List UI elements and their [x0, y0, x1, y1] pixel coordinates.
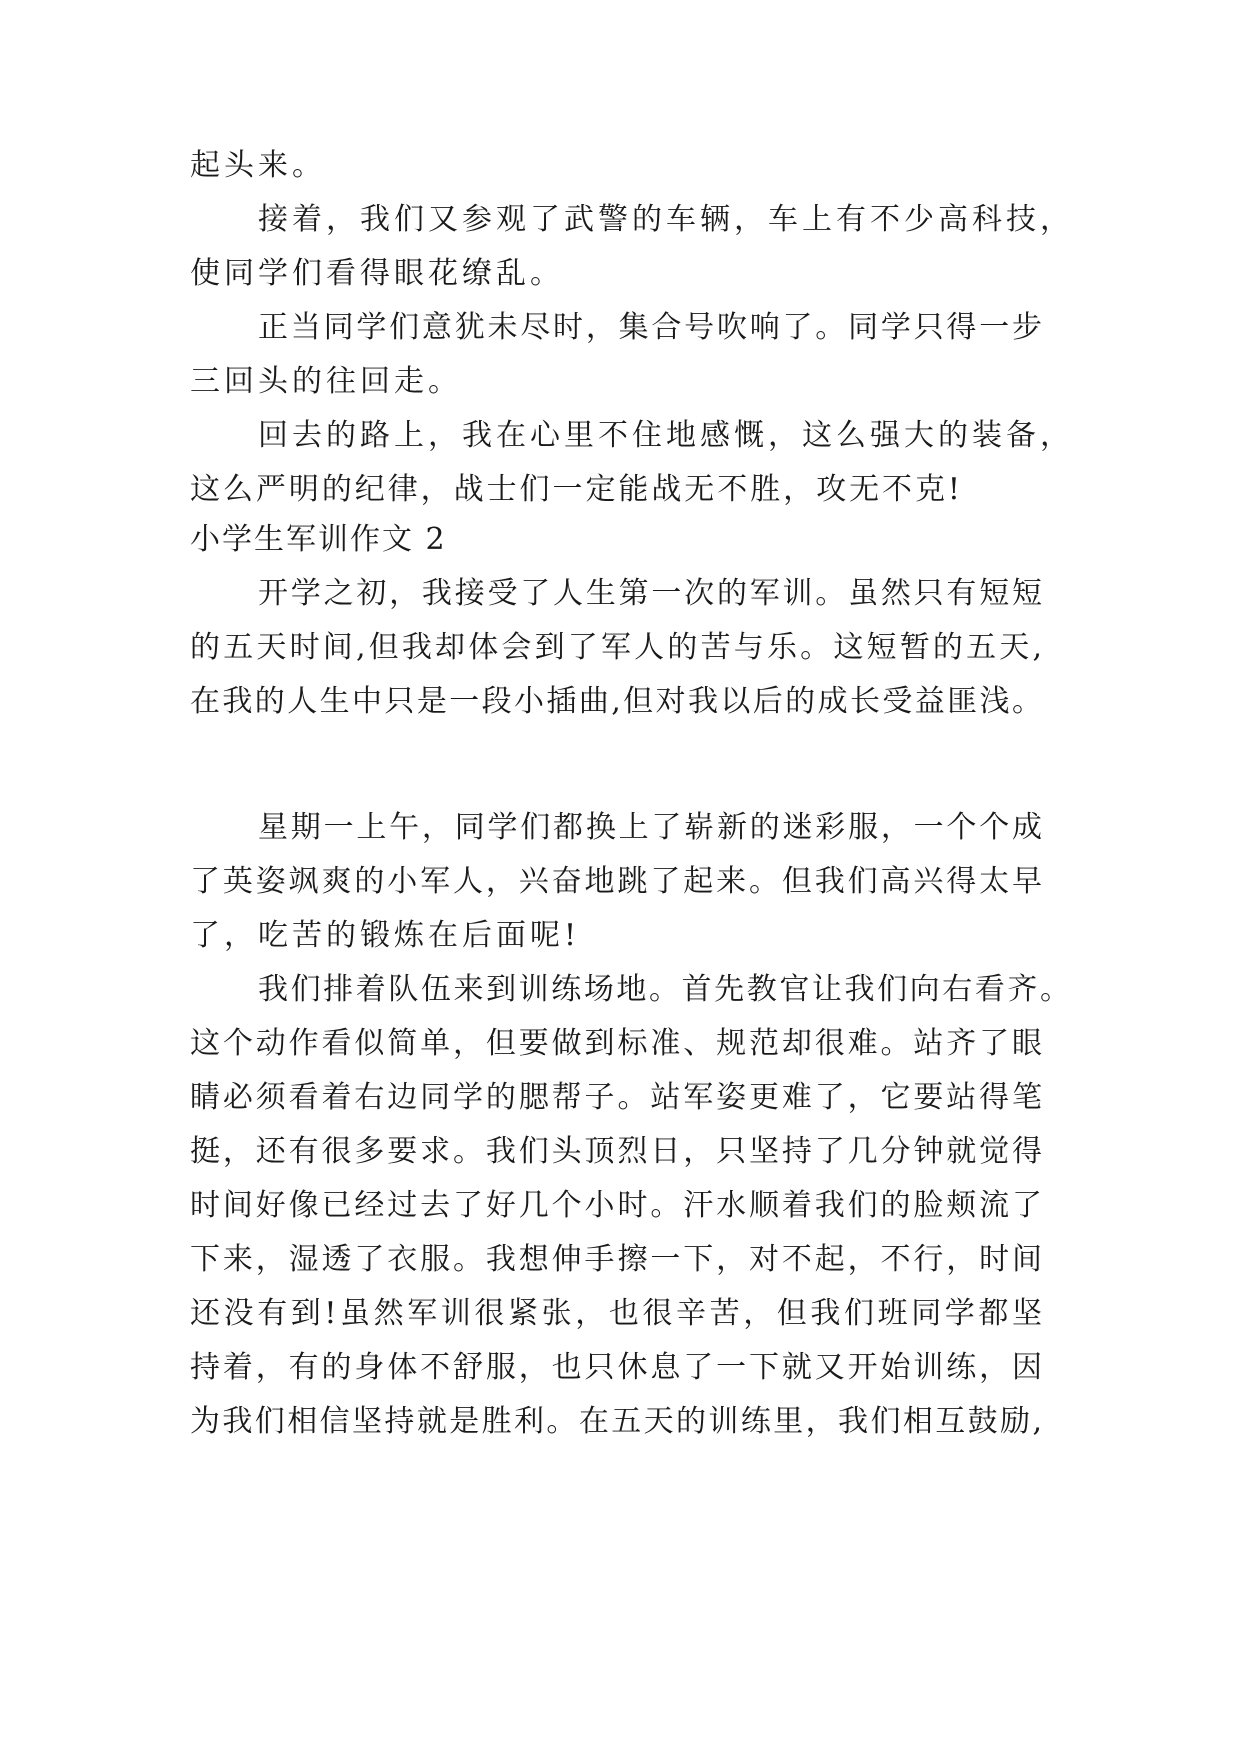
- text-line: 了，吃苦的锻炼在后面呢!: [190, 918, 581, 953]
- text-line: 的五天时间,但我却体会到了军人的苦与乐。这短暂的五天,: [190, 630, 1042, 665]
- paragraph-first-line: 星期一上午，同学们都换上了崭新的迷彩服，一个个成: [258, 810, 1042, 845]
- text-line: 这么严明的纪律，战士们一定能战无不胜，攻无不克!: [190, 472, 960, 507]
- text-line: 这个动作看似简单，但要做到标准、规范却很难。站齐了眼: [190, 1026, 1042, 1061]
- paragraph-first-line: 开学之初，我接受了人生第一次的军训。虽然只有短短: [258, 576, 1042, 611]
- paragraph-first-line: 我们排着队伍来到训练场地。首先教官让我们向右看齐。: [258, 972, 1070, 1007]
- paragraph-first-line: 接着，我们又参观了武警的车辆，车上有不少高科技，: [258, 202, 1070, 237]
- text-line: 下来，湿透了衣服。我想伸手擦一下，对不起，不行，时间: [190, 1242, 1042, 1277]
- paragraph-first-line: 回去的路上，我在心里不住地感慨，这么强大的装备，: [258, 418, 1070, 453]
- section-heading: 小学生军训作文 2: [190, 522, 447, 557]
- text-line: 还没有到!虽然军训很紧张，也很辛苦，但我们班同学都坚: [190, 1296, 1042, 1331]
- text-line: 三回头的往回走。: [190, 364, 462, 399]
- text-line: 睛必须看着右边同学的腮帮子。站军姿更难了，它要站得笔: [190, 1080, 1042, 1115]
- text-line: 挺，还有很多要求。我们头顶烈日，只坚持了几分钟就觉得: [190, 1134, 1042, 1169]
- text-line: 为我们相信坚持就是胜利。在五天的训练里，我们相互鼓励,: [190, 1404, 1042, 1439]
- text-line: 在我的人生中只是一段小插曲,但对我以后的成长受益匪浅。: [190, 684, 1042, 719]
- text-line: 持着，有的身体不舒服，也只休息了一下就又开始训练，因: [190, 1350, 1042, 1385]
- text-line: 使同学们看得眼花缭乱。: [190, 256, 564, 291]
- paragraph-first-line: 正当同学们意犹未尽时，集合号吹响了。同学只得一步: [258, 310, 1042, 345]
- text-line: 起头来。: [190, 148, 326, 183]
- text-line: 了英姿飒爽的小军人，兴奋地跳了起来。但我们高兴得太早: [190, 864, 1042, 899]
- text-line: 时间好像已经过去了好几个小时。汗水顺着我们的脸颊流了: [190, 1188, 1042, 1223]
